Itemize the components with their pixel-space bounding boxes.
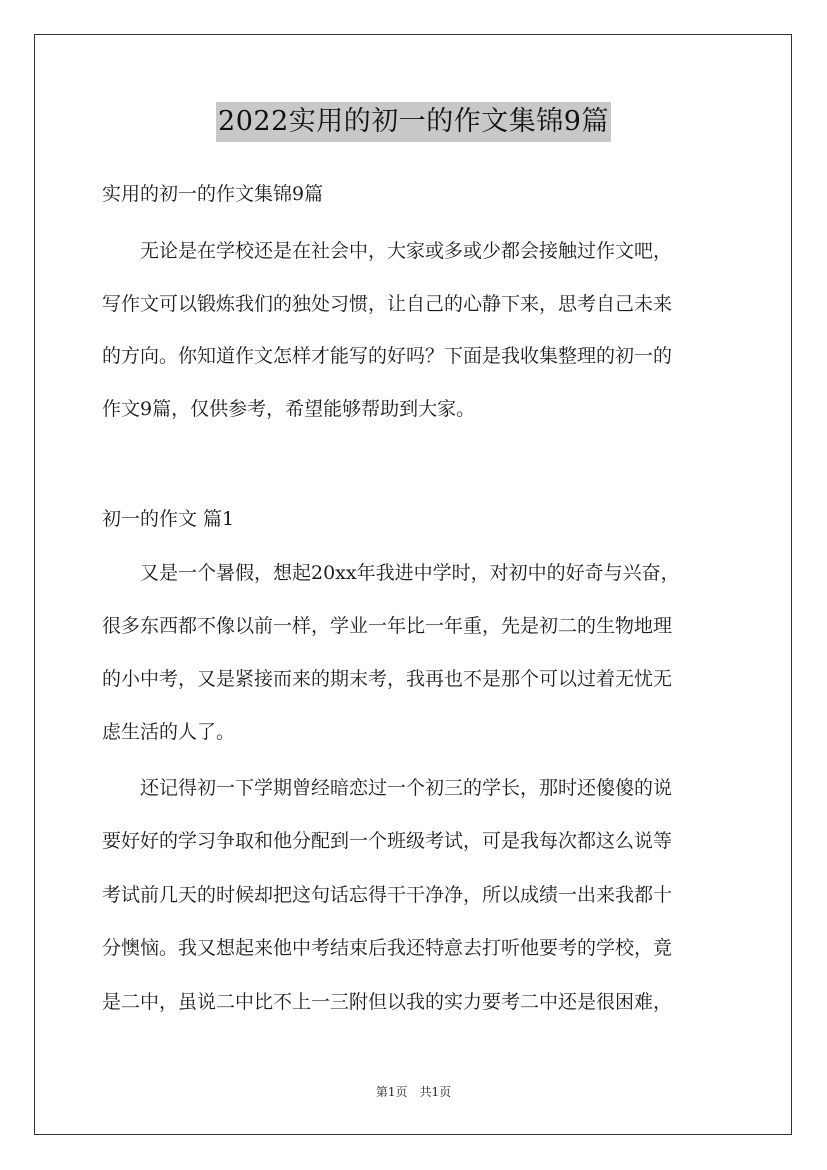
body-line: 的小中考，又是紧接而来的期末考，我再也不是那个可以过着无忧无 — [102, 668, 673, 690]
body-line: 考试前几天的时候却把这句话忘得干干净净，所以成绩一出来我都十 — [102, 884, 673, 906]
body-line: 很多东西都不像以前一样，学业一年比一年重，先是初二的生物地理 — [102, 615, 673, 637]
body-line: 要好好的学习争取和他分配到一个班级考试，可是我每次都这么说等 — [102, 830, 673, 852]
intro-line: 无论是在学校还是在社会中，大家或多或少都会接触过作文吧， — [102, 240, 673, 262]
document-title: 2022实用的初一的作文集锦9篇 — [216, 102, 611, 142]
intro-line: 作文9篇，仅供参考，希望能够帮助到大家。 — [102, 398, 476, 420]
title-container — [0, 102, 827, 142]
body-line: 分懊恼。我又想起来他中考结束后我还特意去打听他要考的学校，竟 — [102, 937, 673, 959]
body-line: 虑生活的人了。 — [102, 721, 236, 743]
body-line: 是二中，虽说二中比不上一三附但以我的实力要考二中还是很困难， — [102, 991, 673, 1013]
document-subtitle: 实用的初一的作文集锦9篇 — [102, 183, 324, 205]
intro-line: 写作文可以锻炼我们的独处习惯，让自己的心静下来，思考自己未来 — [102, 293, 673, 315]
body-line: 又是一个暑假，想起20xx年我进中学时，对初中的好奇与兴奋， — [102, 562, 680, 584]
page-footer: 第1页 共1页 — [375, 1085, 452, 1099]
body-line: 还记得初一下学期曾经暗恋过一个初三的学长，那时还傻傻的说 — [102, 777, 673, 799]
section-heading: 初一的作文 篇1 — [102, 508, 235, 530]
intro-line: 的方向。你知道作文怎样才能写的好吗？下面是我收集整理的初一的 — [102, 345, 673, 367]
